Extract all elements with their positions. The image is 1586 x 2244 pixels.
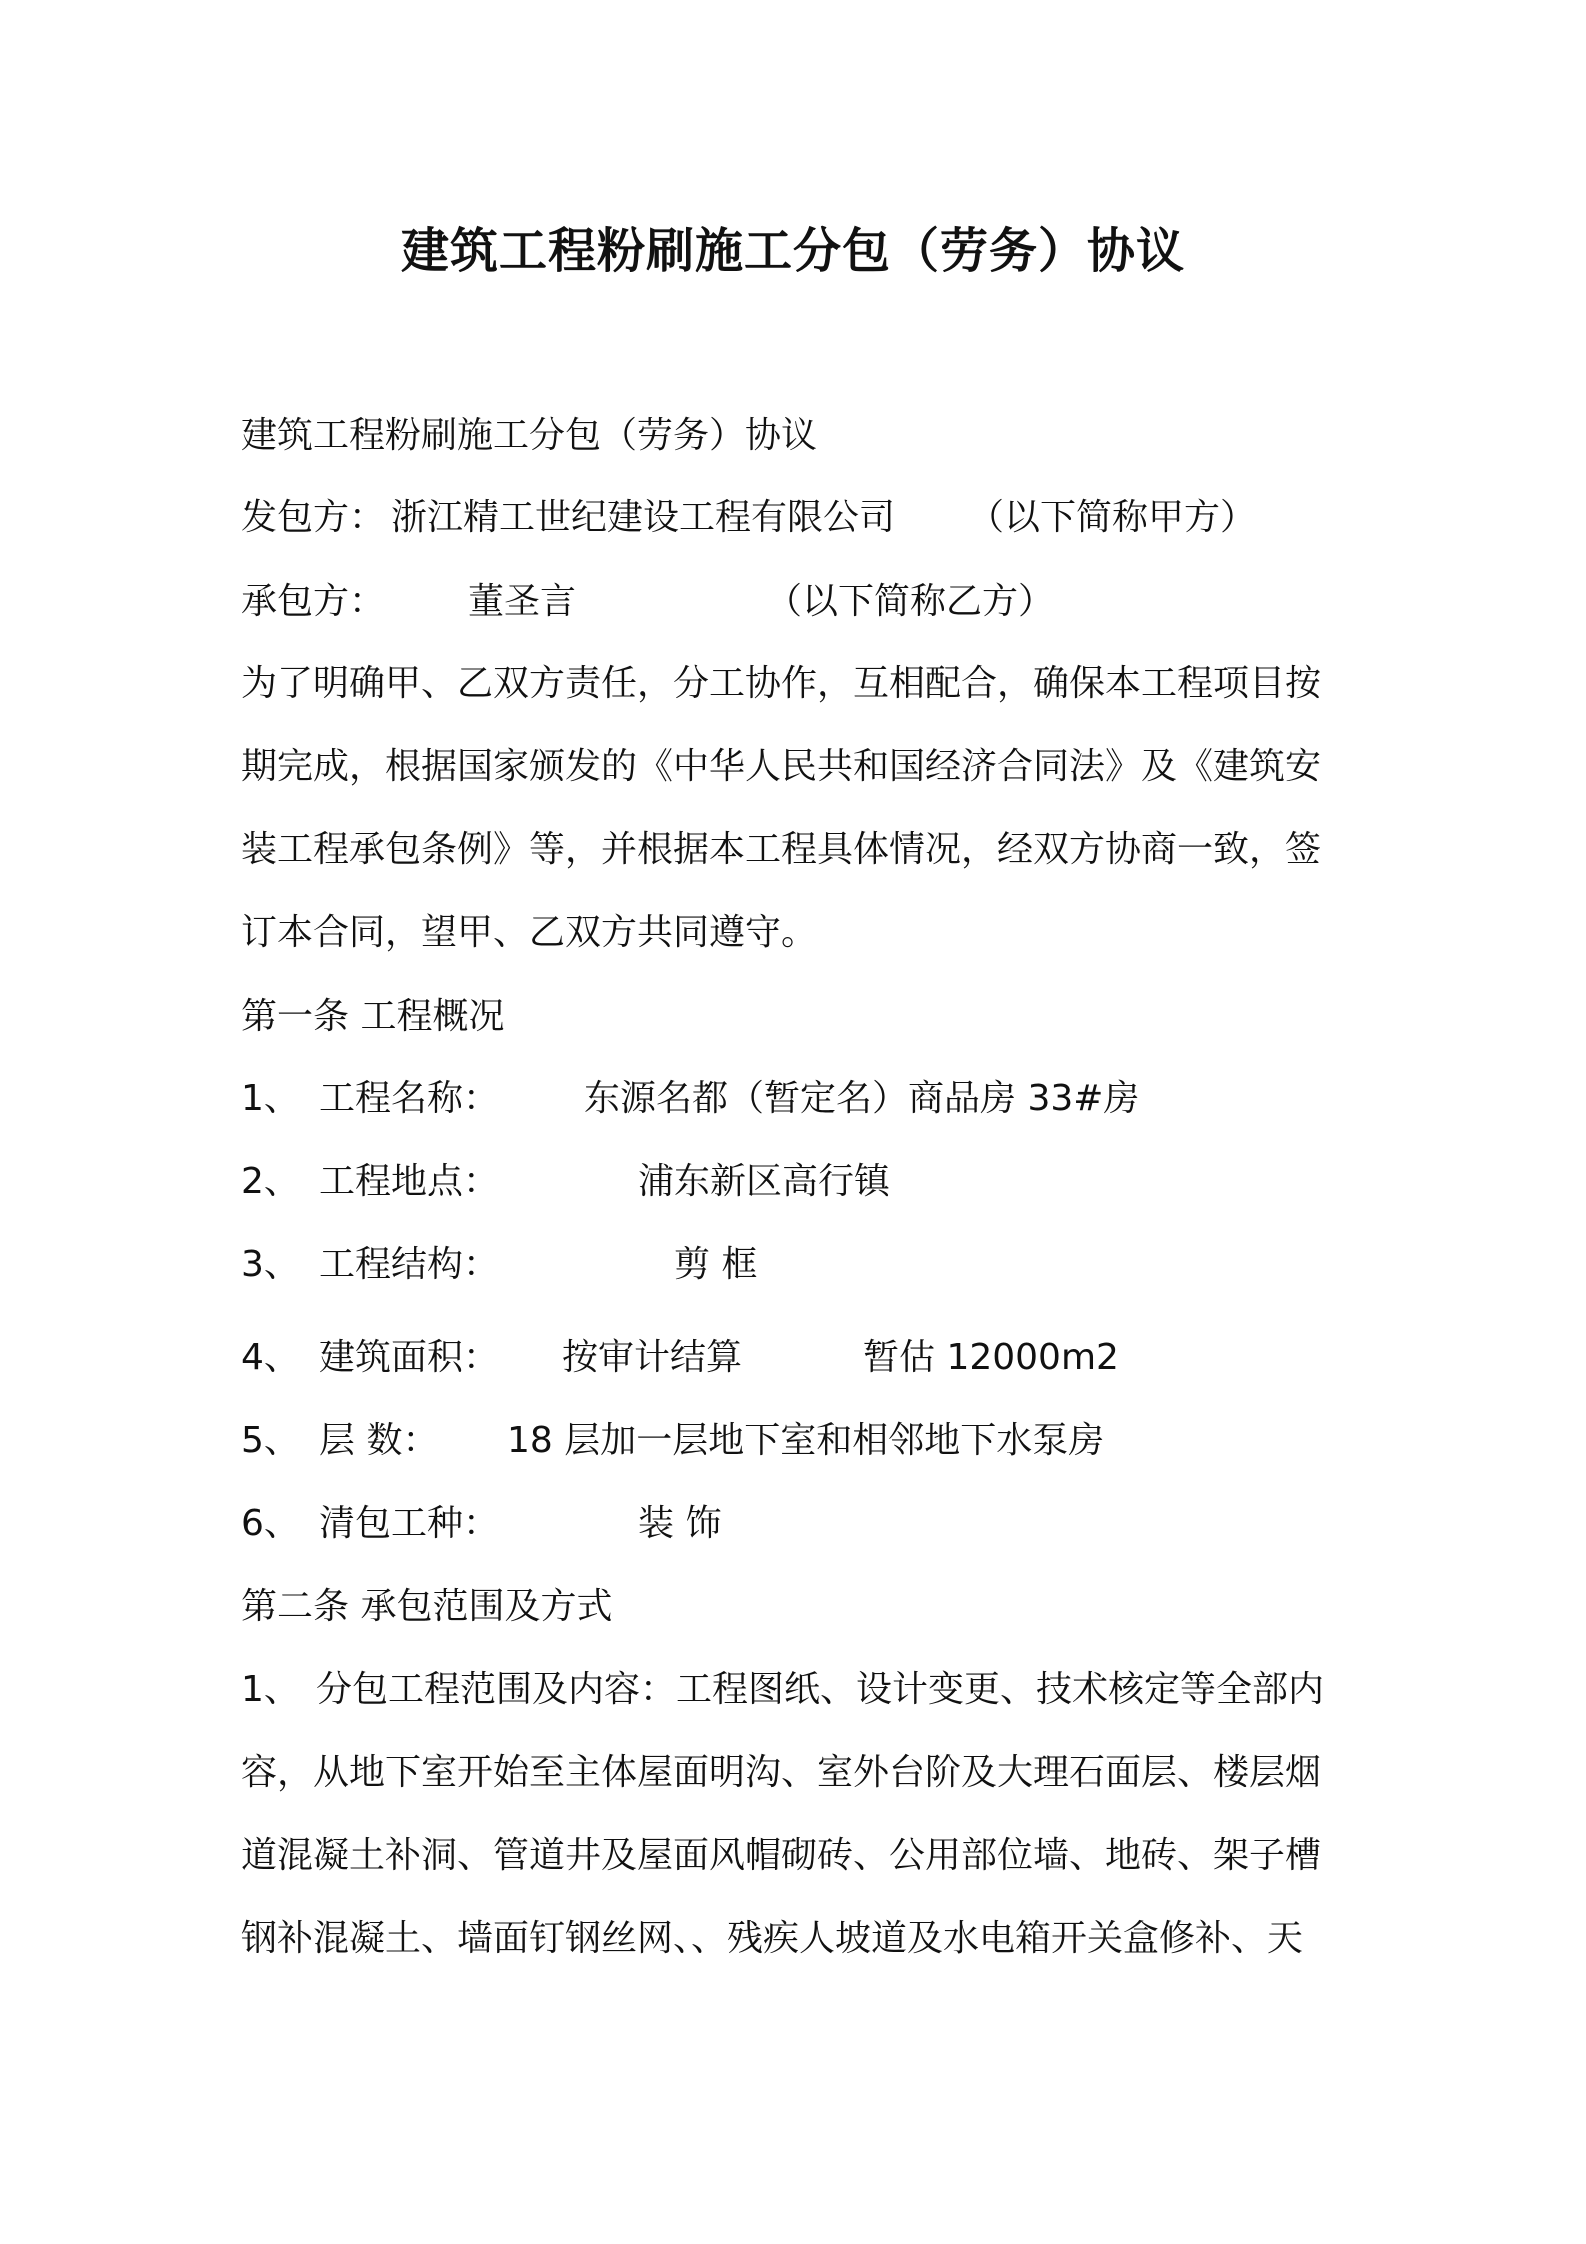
scope-line: 钢补混凝土、墙面钉钢丝网、、残疾人坡道及水电箱开关盒修补、天 bbox=[241, 1918, 1304, 1959]
item-number: 5、 bbox=[241, 1420, 300, 1461]
scope-text: 分包工程范围及内容：工程图纸、设计变更、技术核定等全部内 bbox=[316, 1669, 1325, 1710]
document-subtitle: 建筑工程粉刷施工分包（劳务）协议 bbox=[241, 415, 818, 456]
item-value: 剪 框 bbox=[674, 1244, 758, 1285]
party-a-label: 发包方： bbox=[241, 497, 386, 538]
item-label: 工程结构： bbox=[319, 1244, 500, 1285]
item-value-estimate: 暂估 12000m2 bbox=[863, 1337, 1119, 1378]
item-number: 1、 bbox=[241, 1078, 300, 1119]
scope-line: 道混凝土补洞、管道井及屋面风帽砌砖、公用部位墙、地砖、架子槽 bbox=[241, 1835, 1322, 1876]
party-b-name: 董圣言 bbox=[468, 581, 577, 622]
intro-line: 订本合同，望甲、乙双方共同遵守。 bbox=[241, 912, 818, 953]
item-label: 工程地点： bbox=[319, 1161, 500, 1202]
intro-line: 期完成，根据国家颁发的《中华人民共和国经济合同法》及《建筑安 bbox=[241, 746, 1322, 787]
item-number: 4、 bbox=[241, 1337, 300, 1378]
intro-line: 为了明确甲、乙双方责任，分工协作，互相配合，确保本工程项目按 bbox=[241, 663, 1322, 704]
item-label: 工程名称： bbox=[319, 1078, 500, 1119]
item-value: 装 饰 bbox=[638, 1503, 722, 1544]
item-label: 建筑面积： bbox=[319, 1337, 500, 1378]
scope-line: 容，从地下室开始至主体屋面明沟、室外台阶及大理石面层、楼层烟 bbox=[241, 1752, 1322, 1793]
item-label: 层 数： bbox=[319, 1420, 439, 1461]
article-1-heading: 第一条 工程概况 bbox=[241, 996, 505, 1037]
intro-line: 装工程承包条例》等，并根据本工程具体情况，经双方协商一致，签 bbox=[241, 829, 1322, 870]
party-b-label: 承包方： bbox=[241, 581, 386, 622]
item-value: 东源名都（暂定名）商品房 33#房 bbox=[584, 1078, 1140, 1119]
item-number: 1、 bbox=[241, 1669, 300, 1710]
item-number: 2、 bbox=[241, 1161, 300, 1202]
item-label: 清包工种： bbox=[319, 1503, 500, 1544]
item-value: 按审计结算 bbox=[562, 1337, 743, 1378]
party-b-note: （以下简称乙方） bbox=[766, 581, 1055, 622]
item-value: 18 层加一层地下室和相邻地下水泵房 bbox=[507, 1420, 1105, 1461]
item-number: 3、 bbox=[241, 1244, 300, 1285]
item-number: 6、 bbox=[241, 1503, 300, 1544]
party-a-note: （以下简称甲方） bbox=[968, 497, 1257, 538]
article-2-heading: 第二条 承包范围及方式 bbox=[241, 1586, 613, 1627]
document-title: 建筑工程粉刷施工分包（劳务）协议 bbox=[400, 223, 1185, 279]
item-value: 浦东新区高行镇 bbox=[638, 1161, 891, 1202]
party-a-name: 浙江精工世纪建设工程有限公司 bbox=[391, 497, 896, 538]
